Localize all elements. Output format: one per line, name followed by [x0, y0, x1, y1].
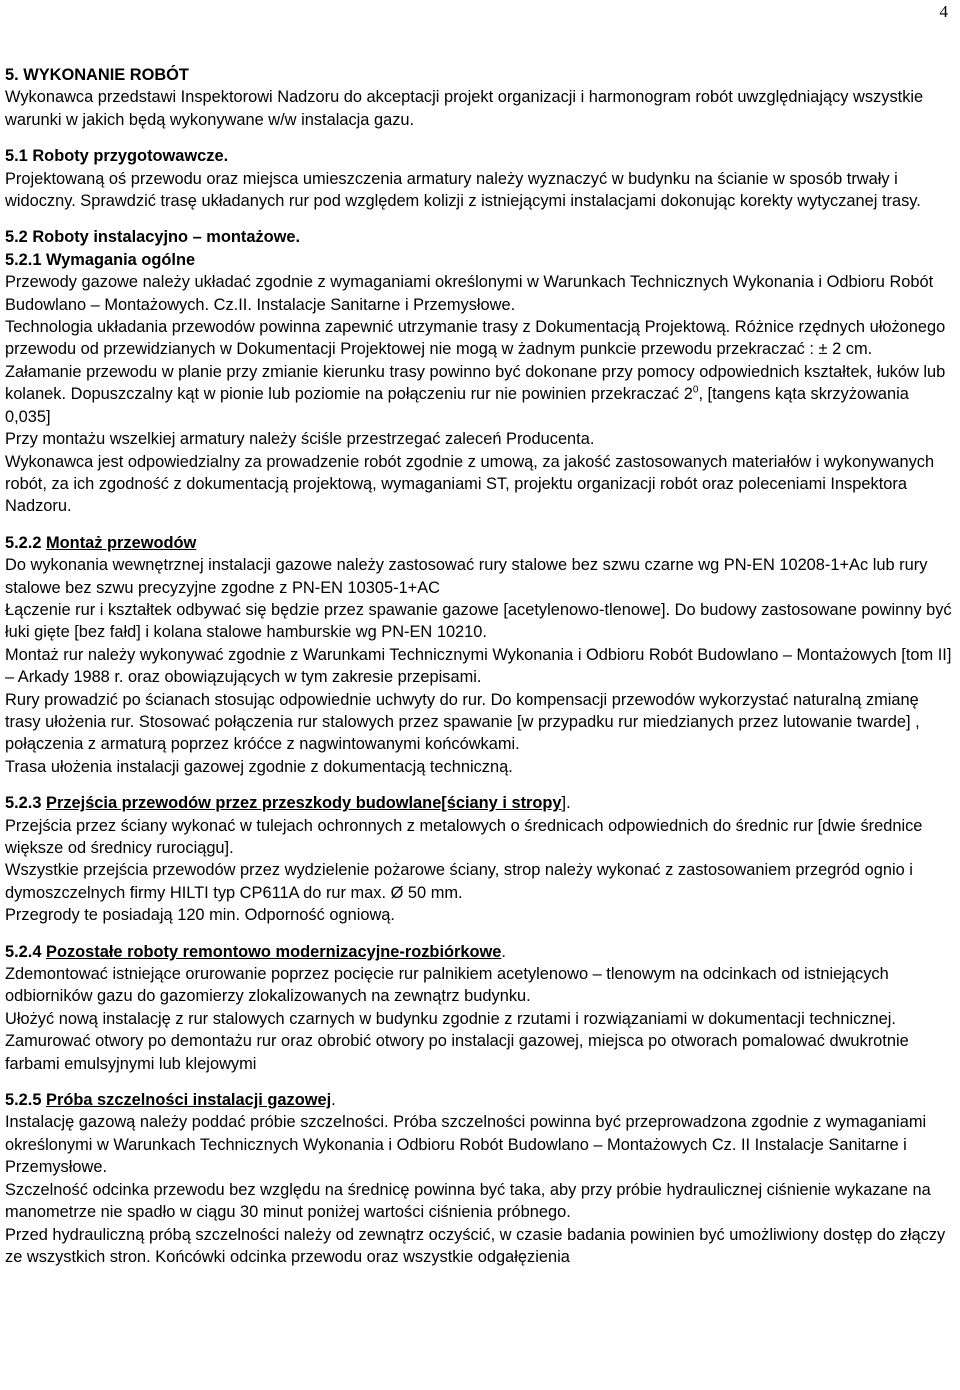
section-title-tail: ].	[561, 794, 571, 813]
section-title-tail: .	[501, 942, 506, 961]
section-5-2-5-paragraph: Przed hydrauliczną próbą szczelności należy od zewnątrz oczyścić, w czasie badania powinien być umożliwiony dostęp do złączy ze wszystkich stron. Końcówki odcinka przewodu oraz wszystkie odgałęzienia	[5, 1225, 946, 1266]
section-number: 5.2.2	[5, 533, 47, 552]
section-5-2-5-heading	[5, 1089, 955, 1111]
section-5-2-2-paragraph: Rury prowadzić po ścianach stosując odpowiednie uchwyty do rur. Do kompensacji przewodów wykorzystać naturalną zmianę trasy ułożenia rur. Stosować połączenia rur stalowych przez spawanie [w przypadku rur miedzianych przez lutowanie twarde] , połączenia z armaturą poprzez króćce z nagwintowanymi końcówkami.	[5, 690, 920, 754]
document-body	[5, 64, 955, 1268]
section-title: Montaż przewodów	[46, 533, 197, 552]
section-5-heading: 5. WYKONANIE ROBÓT	[5, 66, 189, 84]
section-5-2-3-paragraph: Przejścia przez ściany wykonać w tulejach ochronnych z metalowych o średnicach odpowiednich do średnic rur [dwie średnice większe od średnicy rurociągu].	[5, 816, 923, 857]
section-5-2-1-paragraph: Przewody gazowe należy układać zgodnie z wymaganiami określonymi w Warunkach Technicznych Wykonania i Odbioru Robót Budowlano – Montażowych. Cz.II. Instalacje Sanitarne i Przemysłowe.	[5, 273, 934, 314]
section-5-2-4-heading	[5, 941, 955, 963]
section-5-2-heading: 5.2 Roboty instalacyjno – montażowe.	[5, 228, 301, 247]
section-5-2-1-paragraph: Technologia układania przewodów powinna zapewnić utrzymanie trasy z Dokumentacją Projektową. Różnice rzędnych ułożonego przewodu od przewidzianych w Dokumentacji Projektowej nie mogą w żadnym punkcie przewodu przekraczać : ± 2 cm.	[5, 318, 946, 359]
section-5-2-1-paragraph: Wykonawca jest odpowiedzialny za prowadzenie robót zgodnie z umową, za jakość zastosowanych materiałów i wykonywanych robót, za ich zgodność z dokumentacją projektową, wymaganiami ST, projektu organizacji robót oraz poleceniami Inspektora Nadzoru.	[5, 452, 935, 516]
section-5-2-2-paragraph: Trasa ułożenia instalacji gazowej zgodnie z dokumentacją techniczną.	[5, 757, 513, 776]
section-title: Pozostałe roboty remontowo modernizacyjne-rozbiórkowe	[46, 942, 502, 961]
page-number: 4	[939, 2, 948, 21]
section-5-2-1-paragraph	[5, 361, 955, 428]
section-number: 5.2.4	[5, 942, 47, 961]
section-5-1-heading: 5.1 Roboty przygotowawcze.	[5, 147, 229, 166]
section-5-2-2-heading	[5, 532, 955, 554]
section-5-2-4-paragraph: Zdemontować istniejące orurowanie poprzez pocięcie rur palnikiem acetylenowo – tlenowym na odcinkach od istniejących odbiorników gazu do gazomierzy zlokalizowanych na zewnątrz budynku.	[5, 965, 889, 1006]
section-5-2-4-paragraph: Ułożyć nową instalację z rur stalowych czarnych w budynku zgodnie z rzutami i rozwiązaniami w dokumentacji technicznej.	[5, 1009, 896, 1028]
section-number: 5.2.3	[5, 794, 47, 813]
section-5-1-text: Projektowaną oś przewodu oraz miejsca umieszczenia armatury należy wyznaczyć w budynku na ścianie w sposób trwały i widoczny. Sprawdzić trasę układanych rur pod względem kolizji z istniejącymi instalacjami dokonując korekty wytyczanej trasy.	[5, 169, 921, 211]
section-5-2-1-paragraph: Przy montażu wszelkiej armatury należy ściśle przestrzegać zaleceń Producenta.	[5, 430, 595, 449]
section-title: Próba szczelności instalacji gazowej	[46, 1091, 332, 1110]
section-5-2-3-heading	[5, 792, 955, 814]
section-5-2-4-paragraph: Zamurować otwory po demontażu rur oraz obrobić otwory po instalacji gazowej, miejsca po otworach pomalować dwukrotnie farbami emulsyjnymi lub klejowymi	[5, 1032, 909, 1073]
text-run: Załamanie przewodu w planie przy zmianie kierunku trasy powinno być dokonane przy pomocy odpowiednich kształtek, łuków lub kolanek. Dopuszczalny kąt w pionie lub poziomie na połączeniu rur nie powinien przekraczać 2	[5, 362, 946, 404]
section-5-2-5-paragraph: Szczelność odcinka przewodu bez względu na średnicę powinna być taka, aby przy próbie hydraulicznej ciśnienie wykazane na manometrze nie spadło w ciągu 30 minut poniżej wartości ciśnienia próbnego.	[5, 1180, 931, 1222]
section-5-2-3-paragraph: Przegrody te posiadają 120 min. Odporność ogniową.	[5, 906, 395, 925]
superscript: 0	[692, 384, 699, 396]
section-5-intro: Wykonawca przedstawi Inspektorowi Nadzoru do akceptacji projekt organizacji i harmonogram robót uwzględniający wszystkie warunki w jakich będą wykonywane w/w instalacja gazu.	[5, 88, 924, 129]
section-5-2-5-paragraph: Instalację gazową należy poddać próbie szczelności. Próba szczelności powinna być przeprowadzona zgodnie z wymaganiami określonymi w Warunkach Technicznych Wykonania i Odbioru Robót Budowlano – Montażowych Cz. II Instalacje Sanitarne i Przemysłowe.	[5, 1113, 927, 1177]
section-5-2-2-paragraph: Do wykonania wewnętrznej instalacji gazowe należy zastosować rury stalowe bez szwu czarne wg PN-EN 10208-1+Ac lub rury stalowe bez szwu precyzyjne zgodne z PN-EN 10305-1+AC	[5, 556, 928, 597]
text-run: , [tangens kąta skrzyżowania 0,035]	[5, 385, 909, 426]
section-5-2-2-paragraph: Montaż rur należy wykonywać zgodnie z Warunkami Technicznymi Wykonania i Odbioru Robót Budowlano – Montażowych [tom II] – Arkady 1988 r. oraz obowiązujących w tym zakresie przepisami.	[5, 645, 952, 687]
section-5-2-3-paragraph: Wszystkie przejścia przewodów przez wydzielenie pożarowe ściany, strop należy wykonać z zastosowaniem przegród ognio i dymoszczelnych firmy HILTI typ CP611A do rur max. Ø 50 mm.	[5, 861, 913, 902]
section-number: 5.2.5	[5, 1091, 47, 1110]
section-title: Przejścia przewodów przez przeszkody budowlane[ściany i stropy	[46, 794, 562, 813]
section-5-2-1-heading: 5.2.1 Wymagania ogólne	[5, 250, 196, 269]
section-title-tail: .	[331, 1091, 336, 1110]
section-5-2-2-paragraph: Łączenie rur i kształtek odbywać się będzie przez spawanie gazowe [acetylenowo-tlenowe]. Do budowy zastosowane powinny być łuki gięte [bez fałd] i kolana stalowe hamburskie wg PN-EN 10210.	[5, 600, 952, 642]
